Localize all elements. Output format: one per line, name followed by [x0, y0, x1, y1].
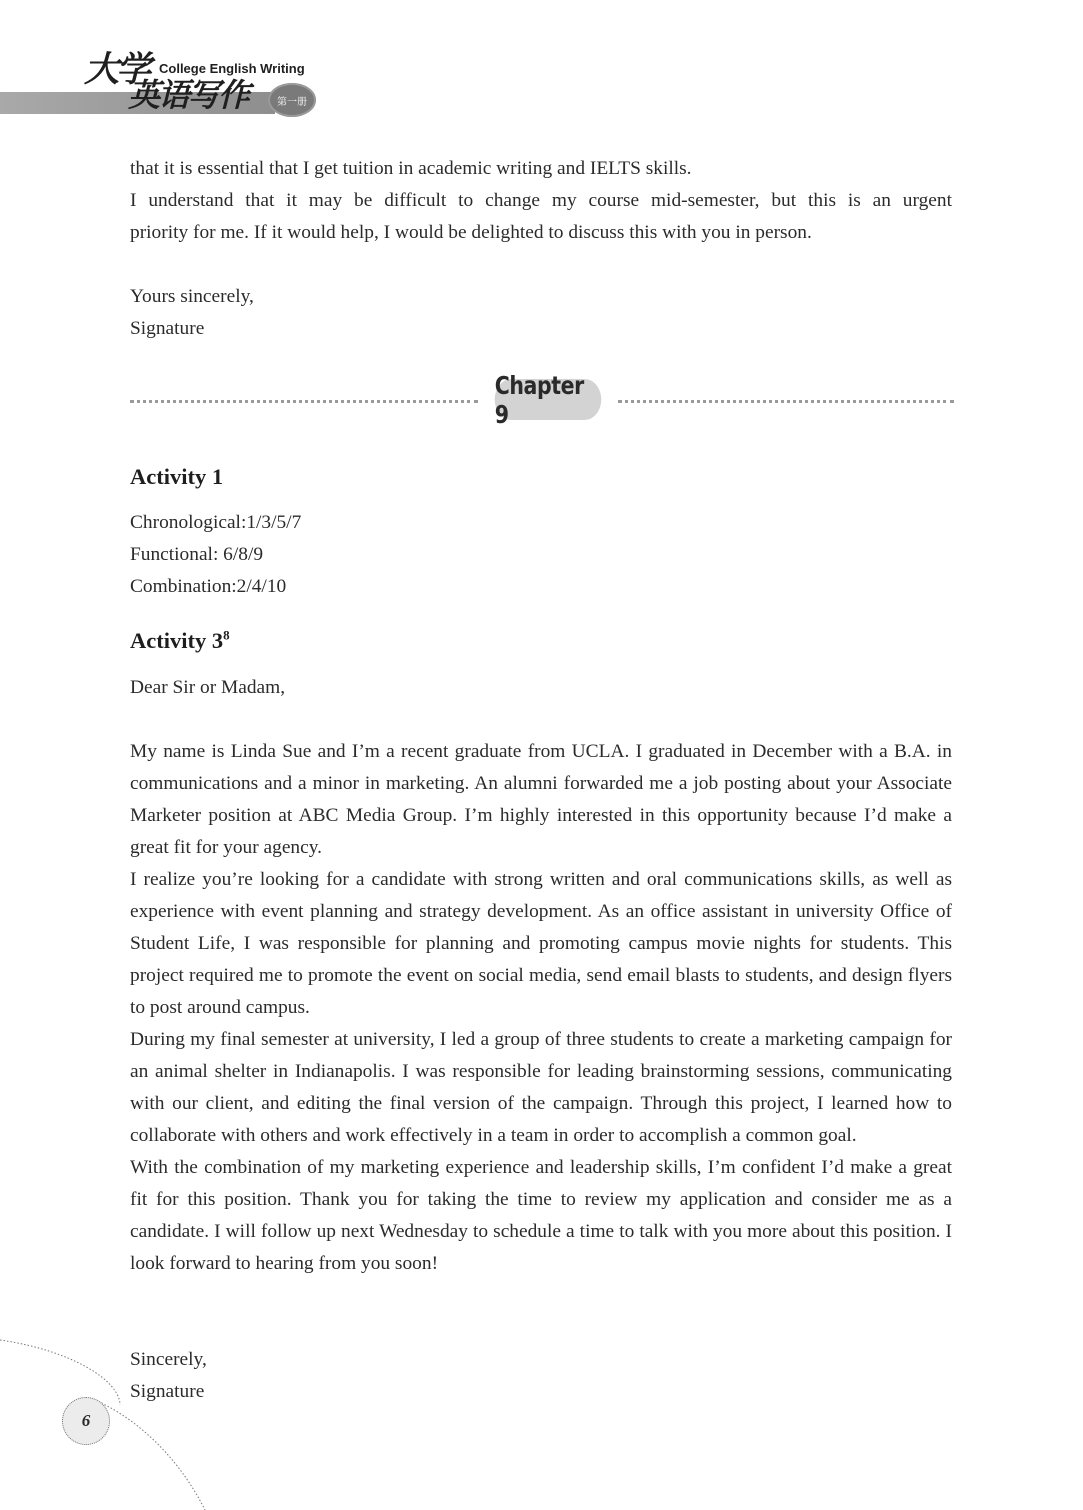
letter-paragraph: During my final semester at university, I led a group of three students to create a marketing campaign for an animal shelter in Indianapolis. I was responsible for leading brainstorming sessions, communicating with our client, and editing the final version of the campaign. Through this project, I learned how to collaborate with others and work effectively in a team in order to accomplish a common goal. [130, 1029, 952, 1146]
divider-dots-left [130, 400, 478, 403]
chapter-heading: Chapter 9 [495, 379, 602, 420]
previous-letter-ending [130, 153, 952, 249]
header-title-en: College English Writing [159, 61, 305, 76]
letter-paragraph: My name is Linda Sue and I’m a recent graduate from UCLA. I graduated in December with a B.A. in communications and a minor in marketing. An alumni forwarded me a job posting about your Associate Marketer position at ABC Media Group. I’m highly interested in this opportunity because I’d make a great fit for your agency. [130, 741, 952, 858]
text-line: I understand that it may be difficult to change my course mid-semester, but this is an urgent [130, 190, 952, 211]
letter-paragraph: With the combination of my marketing experience and leadership skills, I’m confident I’d make a great fit for this position. Thank you for taking the time to review my application and consider me as a candidate. I will follow up next Wednesday to schedule a time to talk with you more about this position. I look forward to hearing from you soon! [130, 1157, 952, 1274]
activity-1-heading: Activity 1 [130, 464, 224, 489]
answer-item: Combination:2/4/10 [130, 576, 287, 597]
text-line: priority for me. If it would help, I would be delighted to discuss this with you in person. [130, 222, 812, 243]
answer-item: Functional: 6/8/9 [130, 544, 264, 565]
answer-item: Chronological:1/3/5/7 [130, 512, 302, 533]
previous-letter-closing [130, 281, 952, 345]
activity-1-answers [130, 507, 952, 603]
text-line: that it is essential that I get tuition in academic writing and IELTS skills. [130, 158, 692, 179]
cover-letter-body [130, 736, 952, 1280]
page-corner-arc [0, 1330, 260, 1510]
signature: Signature [130, 318, 205, 339]
salutation-text: Dear Sir or Madam, [130, 677, 286, 698]
header-title-cn-line1: 大学 [84, 49, 149, 90]
volume-badge: 第一册 [268, 83, 316, 117]
salutation [130, 672, 952, 704]
divider-dots-right [618, 400, 954, 403]
closing: Sincerely, [130, 1349, 207, 1370]
header-title-cn-line2: 英语写作 [128, 76, 249, 114]
footnote-mark: 8 [223, 627, 230, 643]
page-number: 6 [62, 1397, 110, 1445]
letter-paragraph: I realize you’re looking for a candidate with strong written and oral communications skills, as well as experience with event planning and strategy development. As an office assistant in university Office of Student Life, I was responsible for planning and promoting campus movie nights for students. This project required me to promote the event on social media, send email blasts to students, and design flyers to post around campus. [130, 869, 952, 1018]
closing: Yours sincerely, [130, 286, 254, 307]
activity-3-heading [130, 628, 230, 654]
activity-3-title: Activity 3 [130, 628, 224, 653]
signature: Signature [130, 1381, 205, 1402]
